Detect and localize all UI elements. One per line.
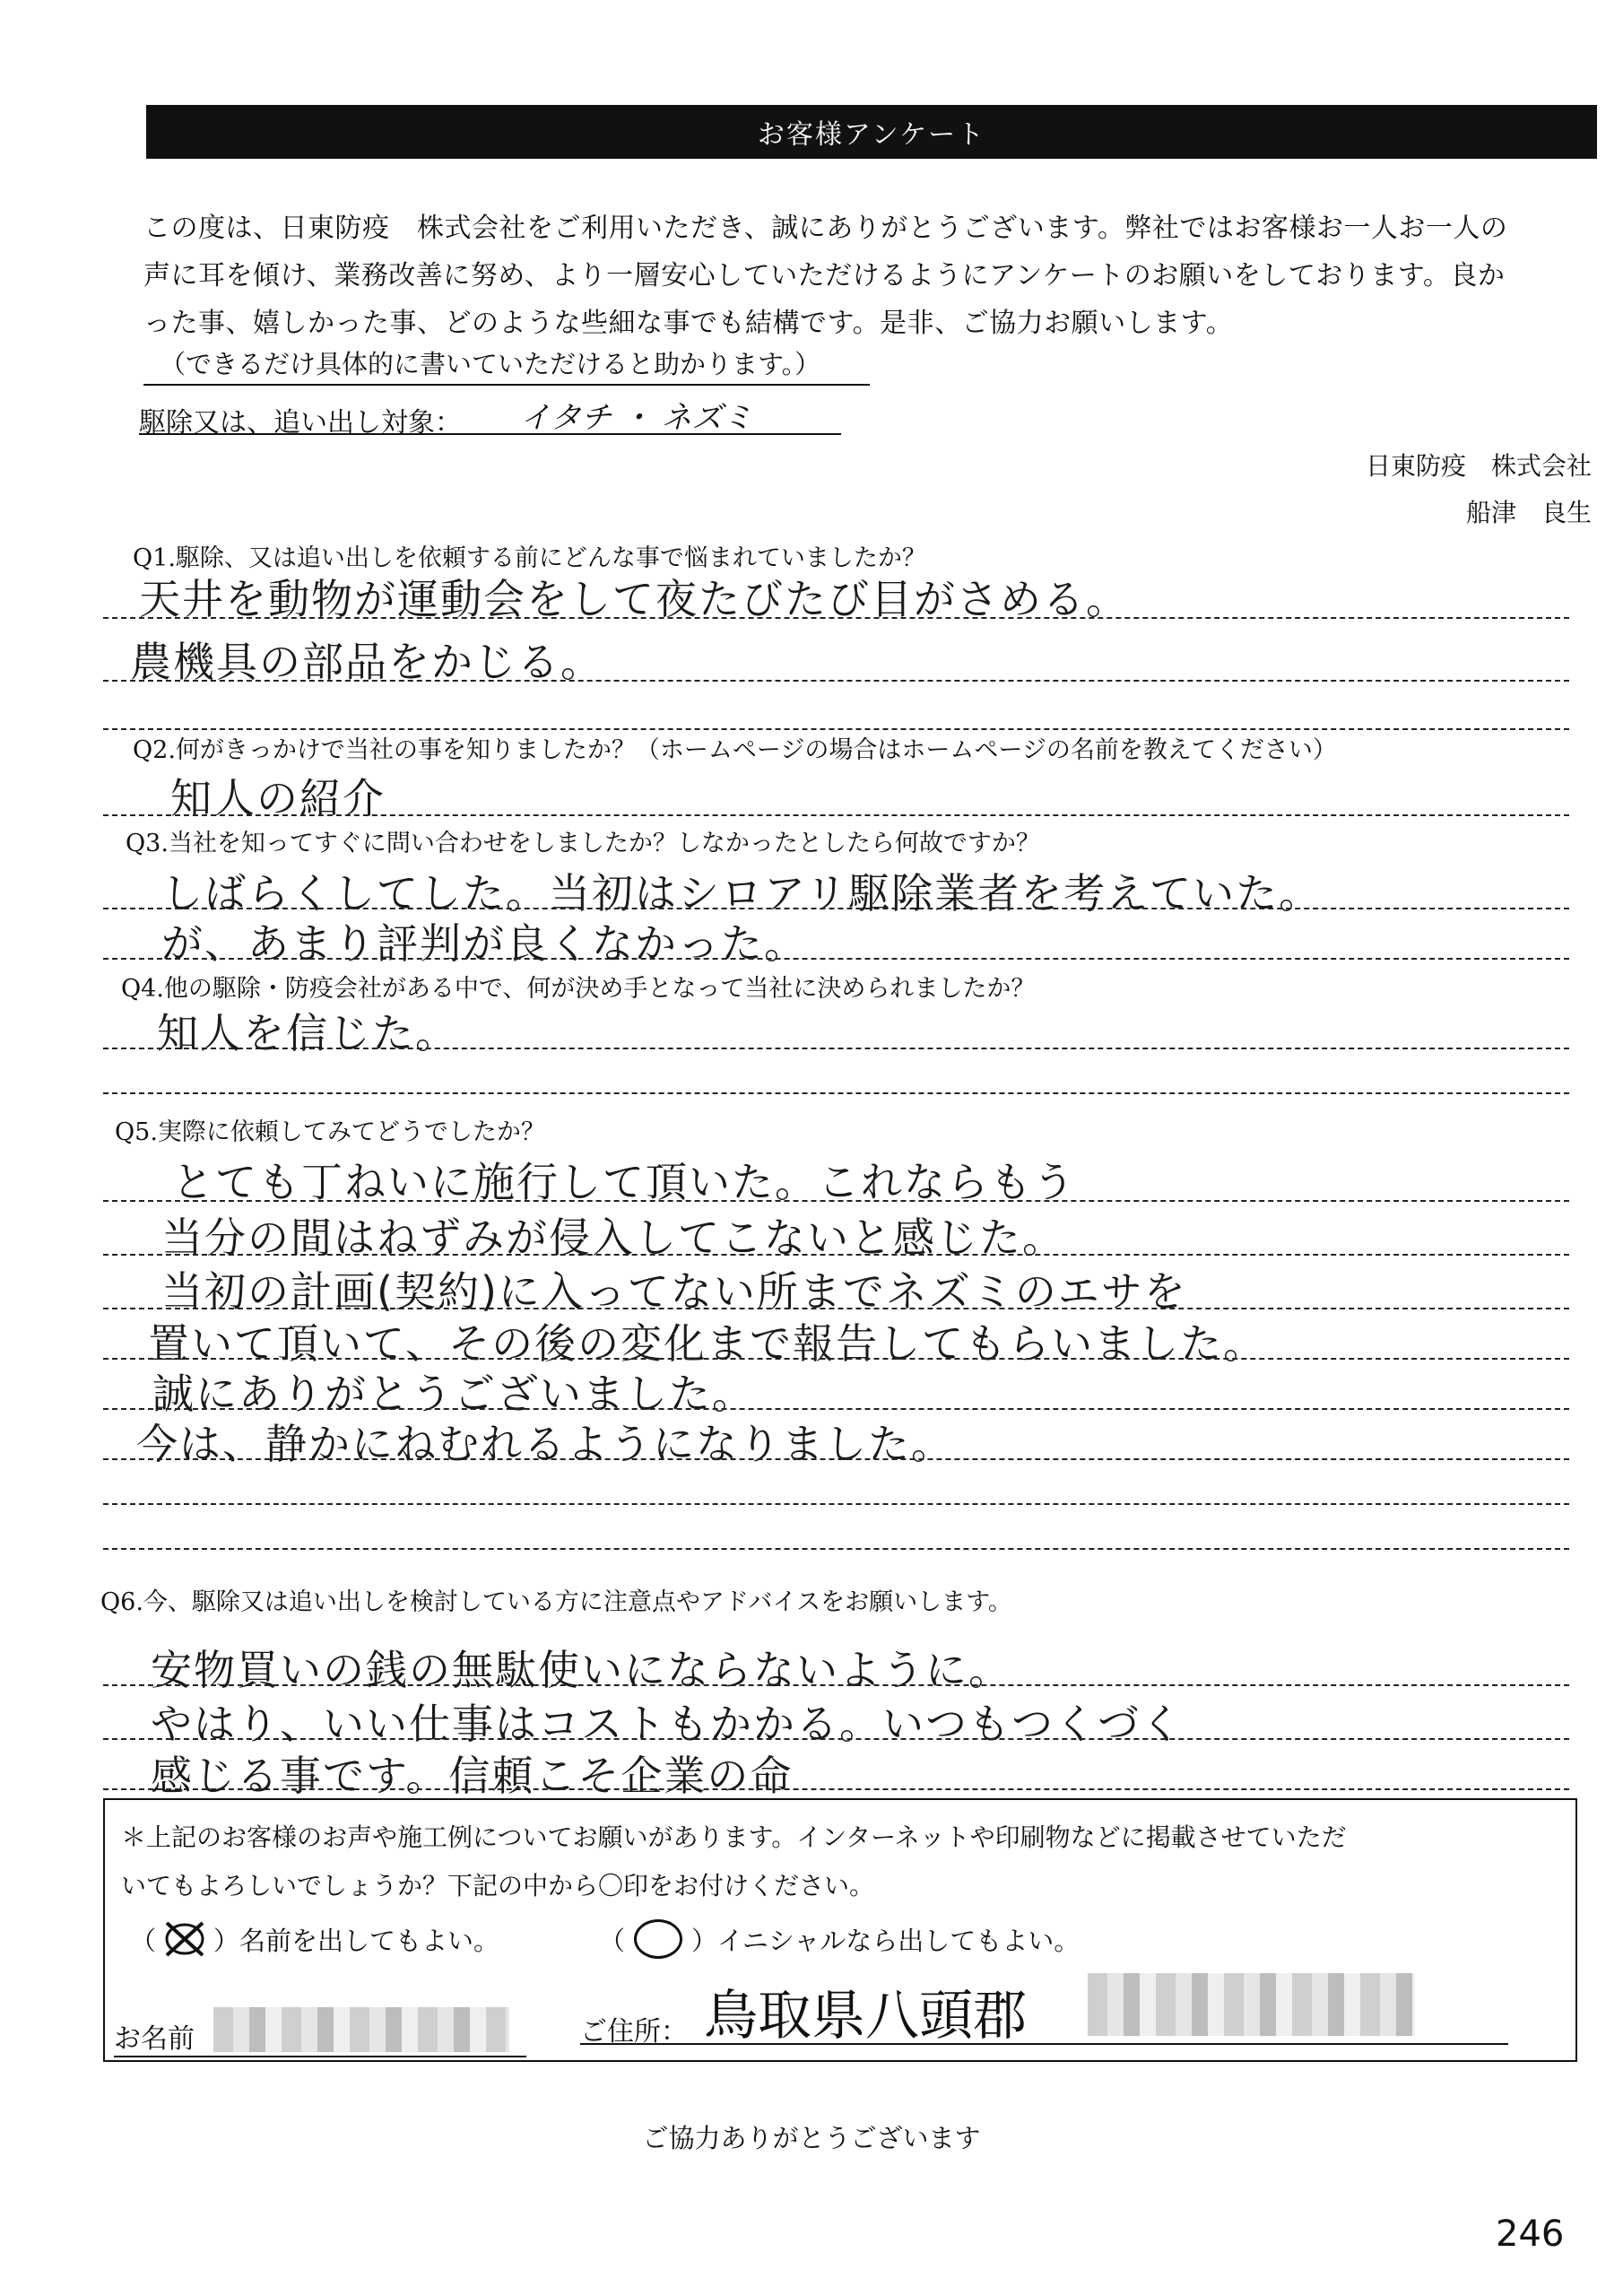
answer-line [103, 1358, 1569, 1360]
answer-line [103, 1092, 1569, 1094]
answer-5-line-5: 誠にありがとうございました。 [152, 1370, 755, 1418]
answer-line [103, 1503, 1569, 1505]
target-label: 駆除又は、追い出し対象： [139, 407, 462, 439]
answer-6-line-3: 感じる事です。信頼こそ企業の命 [151, 1752, 794, 1800]
address-value: 鳥取県八頭郡 [704, 1985, 1027, 2048]
answer-line [103, 1308, 1569, 1309]
name-label: お名前 [114, 2023, 195, 2055]
paren-open: （ [599, 1925, 626, 1956]
thanks-text: ご協力ありがとうございます [642, 2123, 981, 2153]
intro-text [143, 204, 1605, 347]
answer-line [103, 1048, 1569, 1049]
answer-line [103, 1788, 1569, 1790]
option-initial[interactable] [599, 1919, 1080, 1959]
question-1: Q1.駆除、又は追い出しを依頼する前にどんな事で悩まれていましたか？ [133, 544, 926, 572]
consent-text [121, 1813, 1565, 1910]
target-value: イタチ ・ ネズミ [520, 400, 753, 436]
page-number: 246 [1496, 2213, 1565, 2255]
answer-line [103, 1254, 1569, 1256]
consent-line: ＊上記のお客様のお声や施工例についてお願いがあります。インターネットや印刷物などに掲載させていただ [121, 1822, 1347, 1852]
option-initial-label: イニシャルなら出してもよい。 [717, 1925, 1081, 1956]
answer-3-line-1: しばらくしてした。当初はシロアリ駆除業者を考えていた。 [161, 869, 1323, 918]
address-label: ご住所： [580, 2016, 688, 2048]
answer-line [103, 908, 1569, 909]
answer-6-line-1: 安物買いの銭の無駄使いにならないように。 [151, 1646, 1011, 1694]
survey-title: お客様アンケート [146, 105, 1597, 159]
answer-line [103, 1738, 1569, 1740]
answer-5-line-2: 当分の間はねずみが侵入してこないと感じた。 [161, 1213, 1065, 1262]
crossed-out-mark-icon [161, 1919, 208, 1959]
question-2: Q2.何がきっかけで当社の事を知りましたか？（ホームページの場合はホームページの名前を教えてください） [133, 736, 1337, 764]
question-5: Q5.実際に依頼してみてどうでしたか？ [115, 1118, 545, 1146]
answer-line [103, 1684, 1569, 1686]
paren-close: ） [213, 1925, 240, 1956]
answer-line [103, 680, 1569, 682]
consent-line: いてもよろしいでしょうか？下記の中から〇印をお付けください。 [121, 1871, 875, 1900]
answer-2-line-1: 知人の紹介 [170, 774, 386, 822]
intro-line: った事、嬉しかった事、どのような些細な事でも結構です。是非、ご協力お願いします。 [143, 308, 1234, 339]
circle-mark-icon [634, 1919, 682, 1959]
answer-5-line-3: 当初の計画(契約)に入ってない所までネズミのエサを [161, 1267, 1187, 1316]
answer-5-line-1: とても丁ねいに施行して頂いた。これならもう [172, 1158, 1076, 1206]
intro-note: （できるだけ具体的に書いていただけると助かります。） [160, 349, 821, 379]
answer-5-line-6: 今は、静かにねむれるようになりました。 [136, 1420, 954, 1468]
intro-line: 声に耳を傾け、業務改善に努め、より一層安心していただけるようにアンケートのお願いをしております。良か [143, 260, 1506, 291]
answer-5-line-4: 置いて頂いて、その後の変化まで報告してもらいました。 [148, 1319, 1267, 1368]
intro-line: この度は、日東防疫 株式会社をご利用いただき、誠にありがとうございます。弊社ではお客様お一人お一人の [143, 213, 1508, 244]
question-3: Q3.当社を知ってすぐに問い合わせをしましたか？しなかったとしたら何故ですか？ [126, 830, 1040, 857]
company-name: 日東防疫 株式会社 [1365, 451, 1592, 481]
answer-1-line-2: 農機具の部品をかじる。 [130, 638, 603, 686]
answer-4-line-1: 知人を信じた。 [157, 1009, 458, 1057]
paren-open: （ [130, 1925, 157, 1956]
note-underline [143, 384, 870, 386]
option-name-label: 名前を出してもよい。 [239, 1925, 500, 1956]
redacted-address [1088, 1973, 1415, 2036]
answer-6-line-2: やはり、いい仕事はコストもかかる。いつもつくづく [151, 1700, 1184, 1748]
option-name[interactable] [130, 1919, 499, 1959]
target-underline [139, 433, 841, 435]
answer-line [103, 958, 1569, 960]
answer-line [103, 1548, 1569, 1550]
answer-line [103, 1408, 1569, 1410]
answer-line [103, 1458, 1569, 1460]
paren-close: ） [691, 1925, 718, 1956]
company-person: 船津 良生 [1465, 498, 1592, 527]
question-6: Q6.今、駆除又は追い出しを検討している方に注意点やアドバイスをお願いします。 [100, 1588, 1012, 1616]
answer-3-line-2: が、あまり評判が良くなかった。 [161, 919, 807, 968]
answer-line [103, 1200, 1569, 1202]
name-underline [114, 2056, 526, 2057]
answer-line [103, 814, 1569, 816]
redacted-name [213, 2007, 509, 2052]
question-4: Q4.他の駆除・防疫会社がある中で、何が決め手となって当社に決められましたか？ [121, 975, 1036, 1003]
answer-line [103, 617, 1569, 619]
address-underline [580, 2043, 1508, 2045]
answer-1-line-1: 天井を動物が運動会をして夜たびたび目がさめる。 [139, 575, 1129, 623]
